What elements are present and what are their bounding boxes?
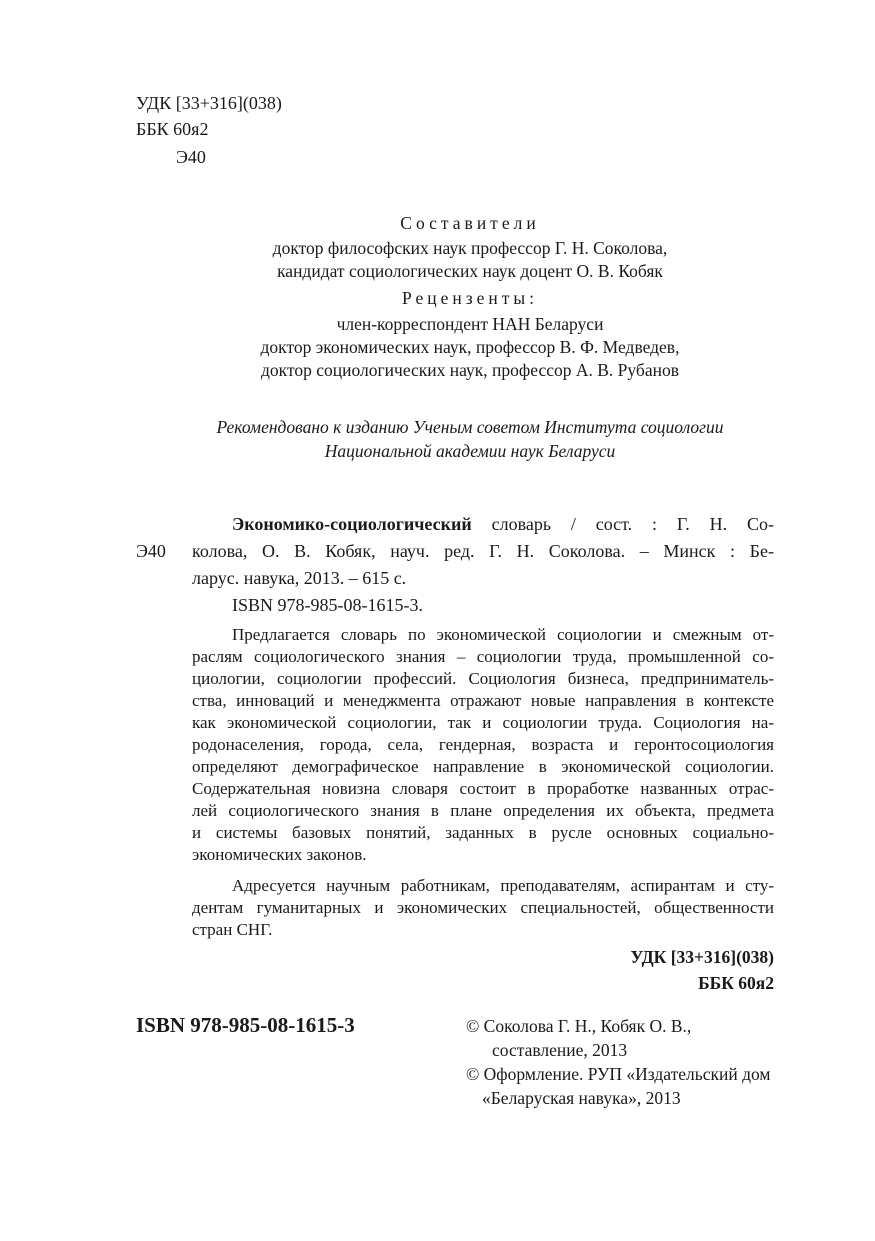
annotation-line: стран СНГ. — [192, 920, 273, 939]
catalog-isbn: ISBN 978-985-08-1615-3. — [232, 595, 423, 615]
author-mark: Э40 — [176, 147, 206, 167]
annotation-line: определяют демографическое направление в экономической социологии. — [192, 757, 774, 776]
copyright-line-1: © Соколова Г. Н., Кобяк О. В., — [466, 1016, 692, 1036]
reviewers-heading: Рецензенты: — [401, 288, 539, 308]
catalog-line-1 — [232, 513, 774, 536]
catalog-title: Экономико-социологический — [232, 514, 472, 534]
recommendation-line: Рекомендовано к изданию Ученым советом Института социологии — [216, 417, 724, 437]
annotation-line: Содержательная новизна словаря состоит в проработке названных отрас- — [192, 779, 774, 798]
compilers-heading: Составители — [400, 213, 540, 233]
catalog-line-2: колова, О. В. Кобяк, науч. ред. Г. Н. Соколова. – Минск : Бе- — [192, 541, 774, 561]
annotation-line: раслям социологического знания – социологии труда, промышленной со- — [192, 647, 774, 666]
copyright-line-4: «Беларуская навука», 2013 — [482, 1088, 681, 1108]
annotation-line: родонаселения, города, села, гендерная, возраста и геронтосоциология — [192, 735, 774, 754]
reviewer-line: доктор социологических наук, профессор А. В. Рубанов — [261, 360, 679, 380]
bottom-udk-code: УДК [33+316](038) — [630, 947, 774, 967]
annotation-line: экономических законов. — [192, 845, 367, 864]
catalog-line-3: ларус. навука, 2013. – 615 с. — [192, 568, 407, 588]
annotation-line: циологии, социологии профессий. Социология бизнеса, предприниматель- — [192, 669, 774, 688]
bbk-code: ББК 60я2 — [136, 119, 209, 139]
annotation-paragraph-1 — [192, 624, 774, 866]
annotation-line: и системы базовых понятий, заданных в русле основных социально- — [192, 823, 774, 842]
copyright-line-2: составление, 2013 — [492, 1040, 628, 1060]
annotation-line: Адресуется научным работникам, преподавателям, аспирантам и сту- — [232, 876, 774, 895]
compiler-line: доктор философских наук профессор Г. Н. Соколова, — [272, 238, 668, 258]
udk-code: УДК [33+316](038) — [136, 93, 282, 113]
annotation-line: Предлагается словарь по экономической социологии и смежным от- — [232, 625, 774, 644]
reviewer-line: член-корреспондент НАН Беларуси — [336, 314, 604, 334]
annotation-line: ства, инноваций и менеджмента отражают новые направления в контексте — [192, 691, 774, 710]
copyright-line-3: © Оформление. РУП «Издательский дом — [466, 1064, 771, 1084]
annotation-line: как экономической социологии, так и социологии труда. Социология на- — [192, 713, 774, 732]
compiler-line: кандидат социологических наук доцент О. В. Кобяк — [277, 261, 663, 281]
annotation-line: лей социологического знания в плане определения их объекта, предмета — [192, 801, 774, 820]
annotation-paragraph-2 — [192, 875, 774, 941]
catalog-line-1-rest: словарь / сост. : Г. Н. Со- — [471, 514, 774, 534]
annotation-line: дентам гуманитарных и экономических специальностей, общественности — [192, 898, 774, 917]
bottom-bbk-code: ББК 60я2 — [698, 973, 774, 993]
recommendation-line: Национальной академии наук Беларуси — [324, 441, 616, 461]
reviewer-line: доктор экономических наук, профессор В. Ф. Медведев, — [260, 337, 680, 357]
isbn-main: ISBN 978-985-08-1615-3 — [136, 1013, 355, 1037]
catalog-mark: Э40 — [136, 541, 166, 561]
